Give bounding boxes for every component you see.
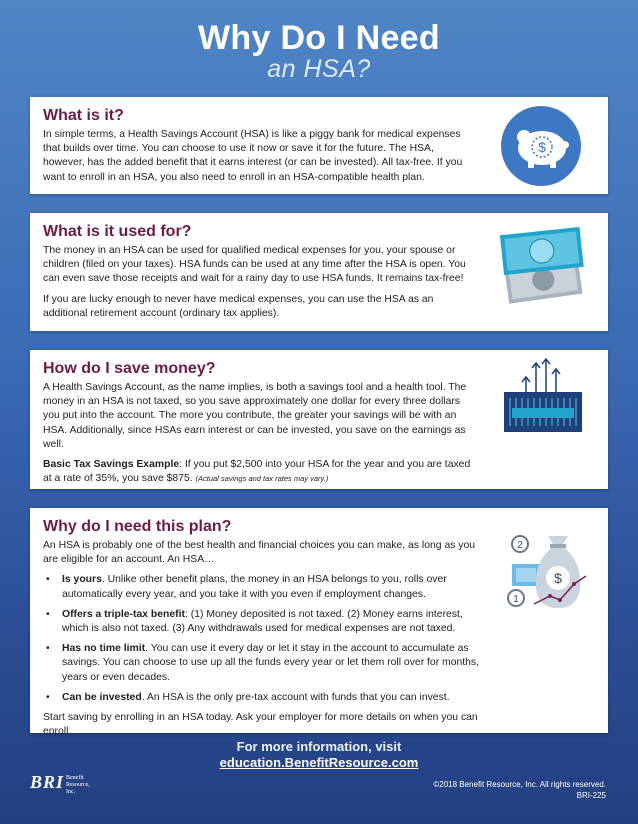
company-logo bbox=[30, 772, 90, 795]
bullet-icon: • bbox=[46, 691, 50, 703]
money-bag-icon bbox=[504, 526, 592, 617]
section-intro: An HSA is probably one of the best health and financial choices you can make, as long as you are eligible for an account. An HSA… bbox=[43, 540, 476, 566]
section-closing: Start saving by enrolling in an HSA today. Ask your employer for more details on when you can enroll. bbox=[43, 712, 478, 738]
logo-name: Benefit Resource, Inc. bbox=[66, 775, 90, 795]
list-item: • Offers a triple-tax benefit: (1) Money deposited is not taxed. (2) Money earns interest, which is also not taxed. (3) Any withdrawals used for medical expenses are not taxed. bbox=[46, 608, 463, 635]
coin-label-1: 1 bbox=[513, 594, 519, 605]
section-why-need bbox=[30, 508, 608, 738]
example-label: Basic Tax Savings Example bbox=[43, 459, 180, 471]
money-bills-icon bbox=[496, 223, 588, 318]
example-note: (Actual savings and tax rates may vary.) bbox=[195, 474, 329, 484]
section-text: In simple terms, a Health Savings Account (HSA) is like a piggy bank for medical expenses that builds over time. You can choose to use it now or save it for the future. The HSA, however, has the added benefit that it earns interest (or can be invested). All tax-free. If you want to enroll in an HSA, you also need to enroll in an HSA-compatible health plan. bbox=[43, 129, 463, 183]
section-text: The money in an HSA can be used for qualified medical expenses for you, your spouse or children (filed on your taxes). HSA funds can be used at any time after the HSA is open. You can even save those receipts and wait for a rainy day to use HSA funds. It remains tax-free! bbox=[43, 245, 466, 285]
copyright: ©2018 Benefit Resource, Inc. All rights reserved. BRI-225 bbox=[433, 780, 606, 800]
section-heading: What is it used for? bbox=[43, 223, 192, 240]
page-header bbox=[0, 0, 638, 82]
section-heading: Why do I need this plan? bbox=[43, 518, 232, 535]
footer-info: For more information, visit bbox=[236, 739, 402, 754]
coin-label-2: 2 bbox=[517, 540, 523, 551]
tax-example bbox=[43, 458, 475, 486]
bag-dollar-sign: $ bbox=[554, 570, 562, 586]
section-text: A Health Savings Account, as the name implies, is both a savings tool and a health tool. The money in an HSA is not taxed, so you save approximately one dollar for every three dollars you put into the account. The more you contribute, the greater your savings will be with an HSA. Additionally, since HSAs earn interest or can be invested, you save on the earnings as well. bbox=[43, 382, 467, 450]
page-subtitle: an HSA? bbox=[267, 55, 371, 83]
footer bbox=[0, 739, 638, 771]
list-item: • Has no time limit. You can use it every day or let it stay in the account to accumulate as savings. You can choose to use up all the funds every year or let them roll over for months, years or even decades. bbox=[46, 643, 480, 683]
growing-money-icon bbox=[500, 358, 586, 445]
section-heading: What is it? bbox=[43, 107, 124, 124]
section-what-is-it bbox=[30, 97, 608, 194]
list-item: • Can be invested. An HSA is the only pre-tax account with funds that you can invest. bbox=[43, 691, 483, 705]
document-code: BRI-225 bbox=[576, 791, 606, 800]
page-title: Why Do I Need bbox=[198, 19, 440, 57]
benefit-list bbox=[43, 573, 483, 705]
logo-mark: BRI bbox=[30, 772, 65, 792]
section-save-money bbox=[30, 350, 608, 489]
piggy-bank-icon bbox=[500, 105, 582, 192]
bullet-icon: • bbox=[46, 574, 50, 586]
example-text: : If you put $2,500 into your HSA for the year and you are taxed at a rate of 35%, you save $875. bbox=[43, 459, 471, 485]
footer-link[interactable]: education.BenefitResource.com bbox=[219, 755, 419, 770]
section-text-2: If you are lucky enough to never have medical expenses, you can use the HSA as an additional retirement account (ordinary tax applies). bbox=[43, 293, 434, 319]
bullet-icon: • bbox=[46, 643, 50, 655]
section-heading: How do I save money? bbox=[43, 360, 216, 377]
bullet-icon: • bbox=[46, 608, 50, 620]
svg-text:$: $ bbox=[538, 139, 546, 155]
list-item: • Is yours. Unlike other benefit plans, the money in an HSA belongs to you, rolls over automatically every year, and you take it with you even if employment changes. bbox=[46, 574, 447, 600]
section-used-for bbox=[30, 213, 608, 331]
